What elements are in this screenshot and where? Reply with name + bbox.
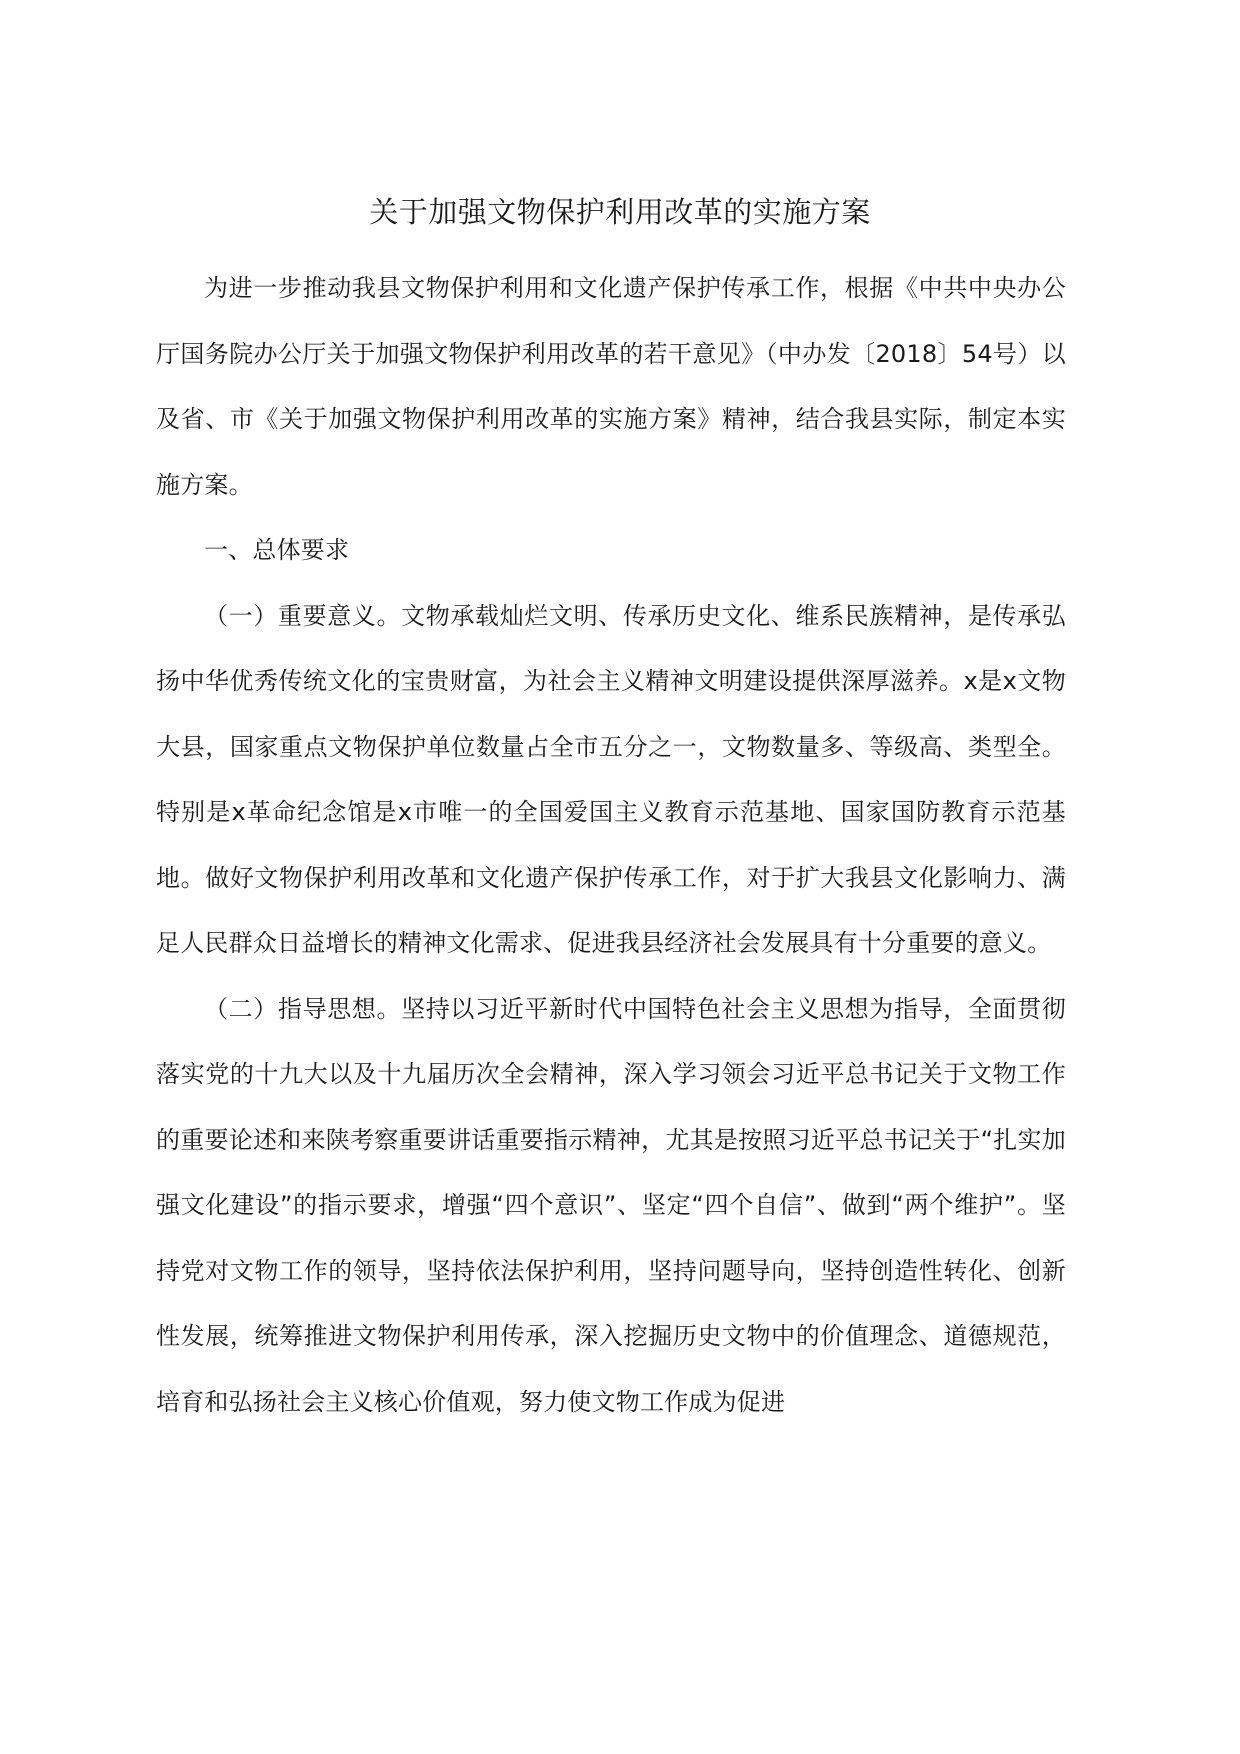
paragraph-significance: （一）重要意义。文物承载灿烂文明、传承历史文化、维系民族精神，是传承弘扬中华优秀传统文化的宝贵财富，为社会主义精神文明建设提供深厚滋养。x是x文物大县，国家重点文物保护单位数量占全市五分之一，文物数量多、等级高、类型全。特别是x革命纪念馆是x市唯一的全国爱国主义教育示范基地、国家国防教育示范基地。做好文物保护利用改革和文化遗产保护传承工作，对于扩大我县文化影响力、满足人民群众日益增长的精神文化需求、促进我县经济社会发展具有十分重要的意义。 <box>156 601 1066 957</box>
section-heading-general-requirements: 一、总体要求 <box>204 536 350 564</box>
paragraph-intro: 为进一步推动我县文物保护利用和文化遗产保护传承工作，根据《中共中央办公厅国务院办公厅关于加强文物保护利用改革的若干意见》（中办发〔2018〕54号）以及省、市《关于加强文物保护利用改革的实施方案》精神，结合我县实际，制定本实施方案。 <box>156 274 1066 499</box>
paragraph-guiding-ideology: （二）指导思想。坚持以习近平新时代中国特色社会主义思想为指导，全面贯彻落实党的十九大以及十九届历次全会精神，深入学习领会习近平总书记关于文物工作的重要论述和来陕考察重要讲话重要指示精神，尤其是按照习近平总书记关于“扎实加强文化建设”的指示要求，增强“四个意识”、坚定“四个自信”、做到“两个维护”。坚持党对文物工作的领导，坚持依法保护利用，坚持问题导向，坚持创造性转化、创新性发展，统筹推进文物保护利用传承，深入挖掘历史文物中的价值理念、道德规范，培育和弘扬社会主义核心价值观，努力使文物工作成为促进 <box>156 994 1066 1416</box>
document-title: 关于加强文物保护利用改革的实施方案 <box>369 195 871 229</box>
document-body <box>156 256 1066 1435</box>
